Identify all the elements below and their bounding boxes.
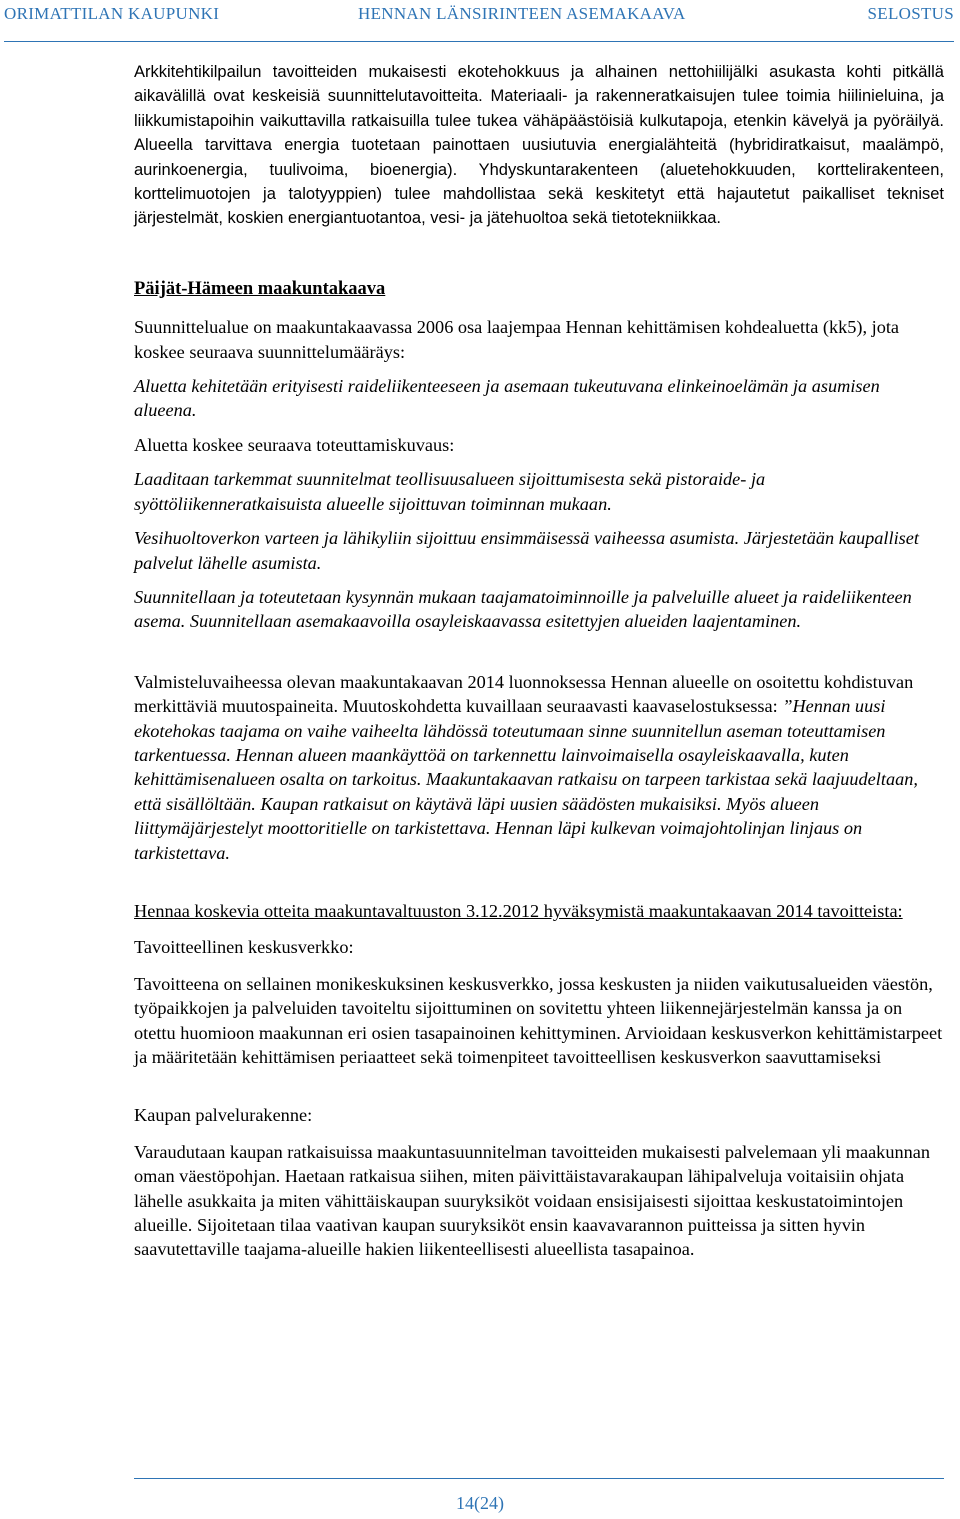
section1-paragraph-1: Suunnittelualue on maakuntakaavassa 2006 osa laajempaa Hennan kehittämisen kohdealuetta (kk5), jota koskee seuraava suunnittelumääräys: [134, 317, 900, 362]
section3-paragraph-2: Varaudutaan kaupan ratkaisuissa maakuntasuunnitelman tavoitteiden mukaisesti palvelemaan yli maakunnan oman väestöpohjan. Haetaan ratkaisua siihen, miten päivittäistavarakaupan lähipalveluja voitaisiin ohjata lähelle asukkaita ja miten vähittäiskaupan suuryksiköt voidaan ensisijaisesti sijoittaa keskustatoimintojen alueille. Sijoitetaan tilaa vaativan kaupan suuryksiköt ensin kaavavarannon puitteissa ja sitten hyvin saavutettaville taajama-alueille hakien liikenteellisesti alueellista tasapainoa. [134, 1141, 931, 1260]
header-plan-title: HENNAN LÄNSIRINTEEN ASEMAKAAVA [358, 4, 686, 23]
section-heading-maakuntakaava: Päijät-Hämeen maakuntakaava [134, 278, 386, 299]
header-divider [4, 41, 954, 42]
footer-divider [134, 1478, 944, 1479]
section1-description-3: Suunnitellaan ja toteutetaan kysynnän mukaan taajamatoiminnoille ja palveluille alueet ja raideliikenteen asema. Suunnitellaan asemakaavoilla osayleiskaavassa esitettyjen alueiden laajentaminen. [134, 586, 912, 632]
subheading-palvelurakenne: Kaupan palvelurakenne: [134, 1105, 313, 1126]
section1-description-2: Vesihuoltoverkon varteen ja lähikyliin sijoittuu ensimmäisessä vaiheessa asumista. Järjestetään kaupalliset palvelut lähelle asumista. [134, 528, 919, 573]
subheading-keskusverkko: Tavoitteellinen keskusverkko: [134, 937, 354, 958]
header-document-type: SELOSTUS [867, 4, 954, 23]
section2-quote: ”Hennan uusi ekotehokas taajama on vaihe vaiheelta lähdössä toteutumaan sinne suunnitellun aseman toteuttamisen tarkentuessa. Hennan alueen maankäyttöä on tarkennettu lainvoimaisella osayleiskaavalla, kuten kehittämisenalueen osalta on tarkoitus. Maakuntakaavan ratkaisu on tarpeen tarkistaa sekä laajuudeltaan, että sisällöltään. Kaupan ratkaisut on käytävä läpi uusien säädösten mukaisiksi. Myös alueen liittymäjärjestelyt moottoritielle on tarkistettava. Hennan läpi kulkevan voimajohtolinjan linjaus on tarkistettava. [134, 696, 918, 863]
section1-description-1: Laaditaan tarkemmat suunnitelmat teollisuusalueen sijoittumisesta sekä pistoraide- ja syöttöliikenneratkaisuista alueelle sijoittuvan toiminnan mukaan. [134, 469, 766, 514]
section1-regulation: Aluetta kehitetään erityisesti raideliikenteeseen ja asemaan tukeutuvana elinkeinoelämän ja asumisen alueena. [134, 376, 880, 421]
page-header [0, 0, 960, 30]
section3-paragraph-1: Tavoitteena on sellainen monikeskuksinen keskusverkko, jossa keskusten ja niiden vaikutusalueiden väestön, työpaikkojen ja palveluiden tavoiteltu sijoittuminen on sovitettu yhteen liikennejärjestelmän kanssa ja on otettu huomioon maakunnan eri osien tasapainoinen kehittyminen. Arvioidaan keskusverkon kehittämistarpeet ja määritetään kehittämisen periaatteet sekä toimenpiteet tavoitteellisen keskusverkon saavuttamiseksi [134, 973, 943, 1067]
document-body [134, 60, 944, 1262]
section1-paragraph-3: Aluetta koskee seuraava toteuttamiskuvaus: [134, 434, 455, 455]
section2-lead: Valmisteluvaiheessa olevan maakuntakaavan 2014 luonnoksessa Hennan alueelle on osoitettu kohdistuvan merkittäviä muutospaineita. Muutoskohdetta kuvaillaan seuraavasti kaavaselostuksessa: [134, 671, 914, 717]
page-number: 14(24) [456, 1493, 504, 1513]
intro-paragraph: Arkkitehtikilpailun tavoitteiden mukaisesti ekotehokkuus ja alhainen nettohiilijälki asukasta kohti pitkällä aikavälillä ovat keskeisiä suunnittelutavoitteita. Materiaali- ja rakenneratkaisujen tulee toimia hiilinieluina, ja liikkumistapoihin vaikuttavilla ratkaisuilla tulee tukea vähäpäästöisiä kulkutapoja, etenkin kävelyä ja pyöräilyä. Alueella tarvittava energia tuotetaan painottaen uusiutuvia energialähteitä (hybridiratkaisut, maalämpö, aurinkoenergia, tuulivoima, bioenergia). Yhdyskuntarakenteen (aluetehokkuuden, korttelirakenteen, korttelimuotojen ja talotyyppien) tulee mahdollistaa sekä keskitetyt että hajautetut paikalliset tekniset järjestelmät, koskien energiantuotantoa, vesi- ja jätehuoltoa sekä tietotekniikkaa. [134, 63, 944, 228]
section2-paragraph [134, 670, 944, 865]
header-organization: ORIMATTILAN KAUPUNKI [4, 4, 220, 23]
section-heading-tavoitteet: Hennaa koskevia otteita maakuntavaltuuston 3.12.2012 hyväksymistä maakuntakaavan 2014 tavoitteista: [134, 900, 903, 921]
